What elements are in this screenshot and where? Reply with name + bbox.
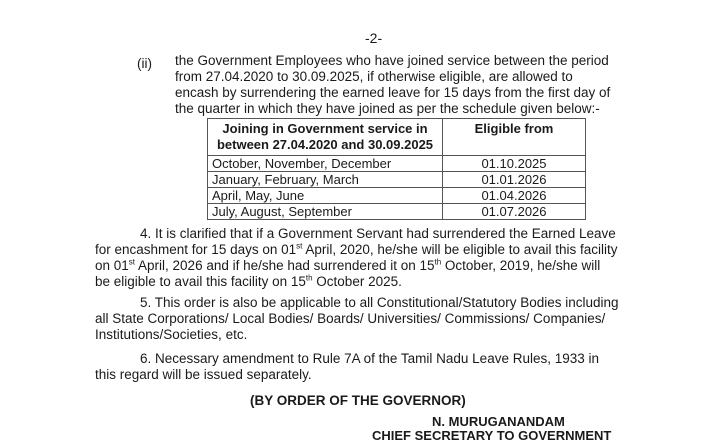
- quarter-cell: January, February, March: [208, 172, 443, 188]
- schedule-table: [207, 118, 586, 220]
- clause-label: (ii): [137, 56, 152, 71]
- clause-line: the quarter in which they have joined as per the schedule given below:-: [175, 101, 600, 116]
- text-run: October, 2019, he/she will: [441, 258, 601, 273]
- eligible-cell: 01.04.2026: [443, 188, 586, 204]
- quarter-cell: October, November, December: [208, 156, 443, 172]
- clause-line: encash by surrendering the earned leave for 15 days from the first day of: [175, 85, 611, 100]
- clause-line: from 27.04.2020 to 30.09.2025, if otherwise eligible, are allowed to: [175, 69, 573, 84]
- table-row: [208, 156, 586, 172]
- text-run: for encashment for 15 days on 01: [95, 242, 297, 257]
- table-header-row: [208, 119, 586, 156]
- paragraph-line: [95, 274, 625, 290]
- ordinal-suffix: th: [434, 257, 442, 267]
- text-run: on 01: [95, 258, 129, 273]
- table-row: [208, 172, 586, 188]
- text-run: October 2025.: [312, 274, 402, 289]
- text-run: April, 2026 and if he/she had surrendered it on 15: [135, 258, 435, 273]
- paragraph-4: [95, 226, 625, 290]
- clause-ii-text: [175, 53, 645, 117]
- paragraph-line: all State Corporations/ Local Bodies/ Boards/ Universities/ Commissions/ Companies/: [95, 311, 606, 326]
- paragraph-line: this regard will be issued separately.: [95, 367, 312, 382]
- eligible-cell: 01.10.2025: [443, 156, 586, 172]
- table-header-eligible: Eligible from: [443, 119, 586, 156]
- paragraph-5: [95, 295, 625, 343]
- table-header-joining: Joining in Government service in between 27.04.2020 and 30.09.2025: [208, 119, 443, 156]
- paragraph-line: Institutions/Societies, etc.: [95, 327, 248, 342]
- ordinal-suffix: st: [296, 241, 303, 251]
- paragraph-line: [95, 258, 625, 274]
- text-run: April, 2020, he/she will be eligible to avail this facility: [302, 242, 618, 257]
- signatory-designation: CHIEF SECRETARY TO GOVERNMENT: [372, 428, 612, 443]
- paragraph-line: 4. It is clarified that if a Government Servant had surrendered the Earned Leave: [140, 226, 616, 241]
- eligible-cell: 01.01.2026: [443, 172, 586, 188]
- quarter-cell: April, May, June: [208, 188, 443, 204]
- order-line: (BY ORDER OF THE GOVERNOR): [250, 393, 466, 408]
- paragraph-line: [95, 242, 625, 258]
- ordinal-suffix: th: [305, 273, 313, 283]
- ordinal-suffix: st: [128, 257, 136, 267]
- table-row: [208, 204, 586, 220]
- clause-line: the Government Employees who have joined service between the period: [175, 53, 609, 68]
- eligible-cell: 01.07.2026: [443, 204, 586, 220]
- text-run: be eligible to avail this facility on 15: [95, 274, 306, 289]
- signatory-name: N. MURUGANANDAM: [432, 414, 565, 429]
- paragraph-6: [95, 351, 625, 383]
- page-number: -2-: [365, 30, 383, 46]
- paragraph-line: 5. This order is also be applicable to all Constitutional/Statutory Bodies including: [140, 295, 619, 310]
- quarter-cell: July, August, September: [208, 204, 443, 220]
- table-row: [208, 188, 586, 204]
- paragraph-line: 6. Necessary amendment to Rule 7A of the Tamil Nadu Leave Rules, 1933 in: [140, 351, 600, 366]
